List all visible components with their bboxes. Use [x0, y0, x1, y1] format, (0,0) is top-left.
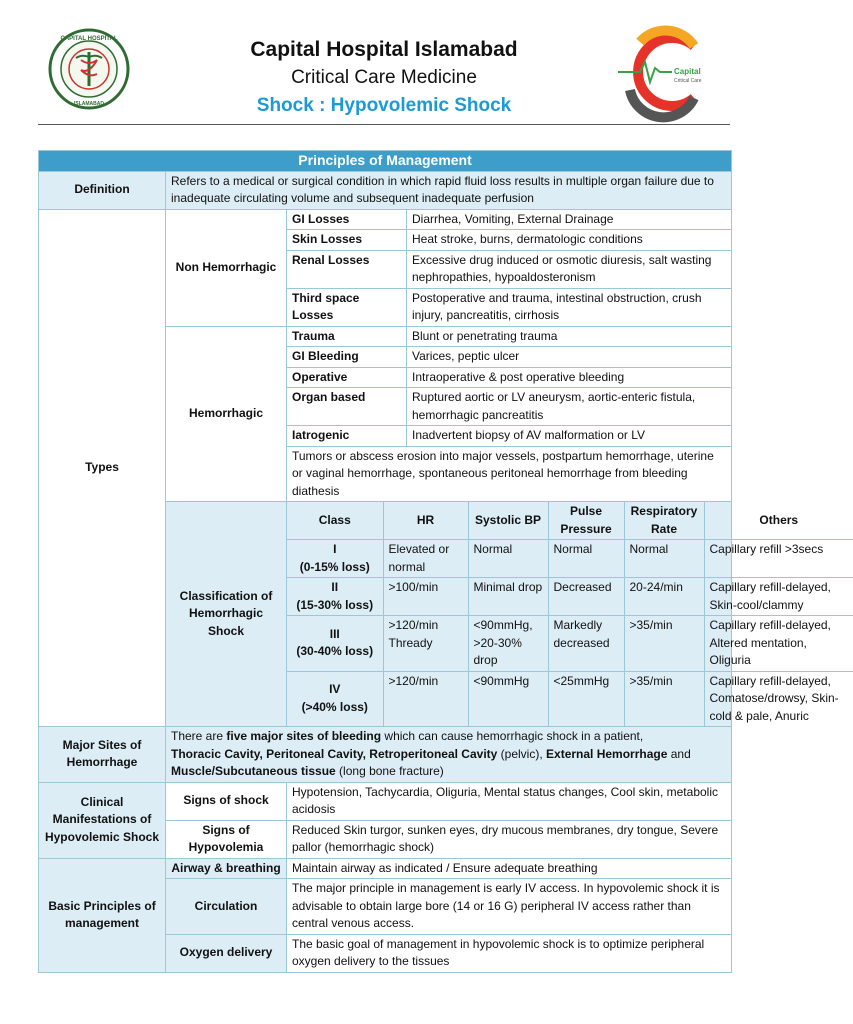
sites-label: Major Sites of Hemorrhage [39, 727, 166, 783]
clinical-item-name: Signs of Hypovolemia [166, 820, 287, 858]
hospital-seal-logo [48, 28, 130, 110]
principles-row [39, 858, 732, 879]
clinical-item-desc: Hypotension, Tachycardia, Oliguria, Mental status changes, Cool skin, metabolic acidosis [287, 782, 732, 820]
principle-name: Circulation [166, 879, 287, 935]
type-desc: Blunt or penetrating trauma [407, 326, 732, 347]
type-name: Organ based [287, 388, 407, 426]
definition-row [39, 171, 732, 209]
page-header [0, 0, 768, 125]
class-cell: III (30-40% loss) [287, 616, 383, 672]
type-desc: Inadvertent biopsy of AV malformation or LV [407, 426, 732, 447]
header-divider [38, 124, 730, 125]
clinical-label: Clinical Manifestations of Hypovolemic Shock [39, 782, 166, 858]
col-header: HR [383, 502, 468, 540]
clinical-item-name: Signs of shock [166, 782, 287, 820]
hemorrhagic-label: Hemorrhagic [166, 326, 287, 502]
logo-criticalcare-text: Critical Care [674, 78, 702, 84]
classification-label: Classification of Hemorrhagic Shock [166, 502, 287, 727]
classification-header-row [287, 502, 853, 540]
rr-cell: 20-24/min [624, 578, 704, 616]
col-header: Respiratory Rate [624, 502, 704, 540]
type-name: Iatrogenic [287, 426, 407, 447]
hospital-name: Capital Hospital Islamabad [250, 38, 518, 61]
others-cell: Capillary refill >3secs [704, 540, 853, 578]
principle-name: Oxygen delivery [166, 934, 287, 972]
type-name: Renal Losses [287, 250, 407, 288]
principle-desc: The major principle in management is early IV access. In hypovolemic shock it is advisable to obtain large bore (14 or 16 G) peripheral IV access rather than central venous access. [287, 879, 732, 935]
seal-top-text: CAPITAL HOSPITAL [60, 36, 118, 42]
logo-capital-text: Capital [674, 67, 701, 76]
rr-cell: Normal [624, 540, 704, 578]
type-name: GI Bleeding [287, 347, 407, 368]
sbp-cell: <90mmHg, >20-30% drop [468, 616, 548, 672]
types-label: Types [39, 209, 166, 727]
definition-label: Definition [39, 171, 166, 209]
class-cell: I (0-15% loss) [287, 540, 383, 578]
seal-bottom-text: ISLAMABAD [74, 101, 104, 107]
col-header: Systolic BP [468, 502, 548, 540]
type-name: Skin Losses [287, 230, 407, 251]
col-header: Class [287, 502, 383, 540]
clinical-item-desc: Reduced Skin turgor, sunken eyes, dry mucous membranes, dry tongue, Severe pallor (hemorrhagic shock) [287, 820, 732, 858]
pp-cell: Normal [548, 540, 624, 578]
department-name: Critical Care Medicine [291, 67, 477, 88]
header-titles [140, 36, 628, 120]
type-name: Trauma [287, 326, 407, 347]
sites-text: There are five major sites of bleeding which can cause hemorrhagic shock in a patient, Thoracic Cavity, Peritoneal Cavity, Retroperitoneal Cavity (pelvic), External Hemorrhage and Muscle/Subcutaneous tissue (long bone fracture) [166, 727, 732, 783]
clinical-row [39, 782, 732, 820]
class-row [287, 578, 853, 616]
class-row [287, 540, 853, 578]
hr-cell: >120/min [383, 671, 468, 726]
type-name: Operative [287, 367, 407, 388]
hr-cell: >100/min [383, 578, 468, 616]
principle-name: Airway & breathing [166, 858, 287, 879]
rr-cell: >35/min [624, 671, 704, 726]
section-banner: Principles of Management [39, 151, 732, 172]
type-desc: Heat stroke, burns, dermatologic conditions [407, 230, 732, 251]
type-desc: Ruptured aortic or LV aneurysm, aortic-enteric fistula, hemorrhagic pancreatitis [407, 388, 732, 426]
type-desc: Postoperative and trauma, intestinal obstruction, crush injury, pancreatitis, cirrhosis [407, 288, 732, 326]
principles-label: Basic Principles of management [39, 858, 166, 972]
rr-cell: >35/min [624, 616, 704, 672]
principle-desc: The basic goal of management in hypovolemic shock is to optimize peripheral oxygen delivery to the tissues [287, 934, 732, 972]
type-name: GI Losses [287, 209, 407, 230]
others-cell: Capillary refill-delayed, Comatose/drowsy, Skin-cold & pale, Anuric [704, 671, 853, 726]
hemorrhagic-extra: Tumors or abscess erosion into major vessels, postpartum hemorrhage, uterine or vaginal hemorrhage, spontaneous peritoneal hemorrhage from bleeding diathesis [287, 446, 732, 502]
class-cell: II (15-30% loss) [287, 578, 383, 616]
topic-title: Shock : Hypovolemic Shock [256, 95, 512, 116]
sbp-cell: Minimal drop [468, 578, 548, 616]
classification-table [287, 502, 853, 726]
types-row [39, 209, 732, 230]
type-name: Third space Losses [287, 288, 407, 326]
pp-cell: <25mmHg [548, 671, 624, 726]
sbp-cell: <90mmHg [468, 671, 548, 726]
type-desc: Varices, peptic ulcer [407, 347, 732, 368]
others-cell: Capillary refill-delayed, Skin-cool/clammy [704, 578, 853, 616]
class-row [287, 616, 853, 672]
pp-cell: Decreased [548, 578, 624, 616]
pp-cell: Markedly decreased [548, 616, 624, 672]
principle-desc: Maintain airway as indicated / Ensure adequate breathing [287, 858, 732, 879]
hr-cell: >120/min Thready [383, 616, 468, 672]
critical-care-logo [610, 28, 718, 116]
non-hemorrhagic-label: Non Hemorrhagic [166, 209, 287, 326]
col-header: Others [704, 502, 853, 540]
management-table [38, 150, 839, 973]
hr-cell: Elevated or normal [383, 540, 468, 578]
class-row [287, 671, 853, 726]
others-cell: Capillary refill-delayed, Altered mentation, Oliguria [704, 616, 853, 672]
col-header: Pulse Pressure [548, 502, 624, 540]
type-desc: Excessive drug induced or osmotic diuresis, salt wasting nephropathies, hypoaldosteronism [407, 250, 732, 288]
class-cell: IV (>40% loss) [287, 671, 383, 726]
sites-row [39, 727, 732, 783]
sbp-cell: Normal [468, 540, 548, 578]
definition-text: Refers to a medical or surgical condition in which rapid fluid loss results in multiple organ failure due to inadequate circulating volume and subsequent inadequate perfusion [166, 171, 732, 209]
type-desc: Diarrhea, Vomiting, External Drainage [407, 209, 732, 230]
type-desc: Intraoperative & post operative bleeding [407, 367, 732, 388]
